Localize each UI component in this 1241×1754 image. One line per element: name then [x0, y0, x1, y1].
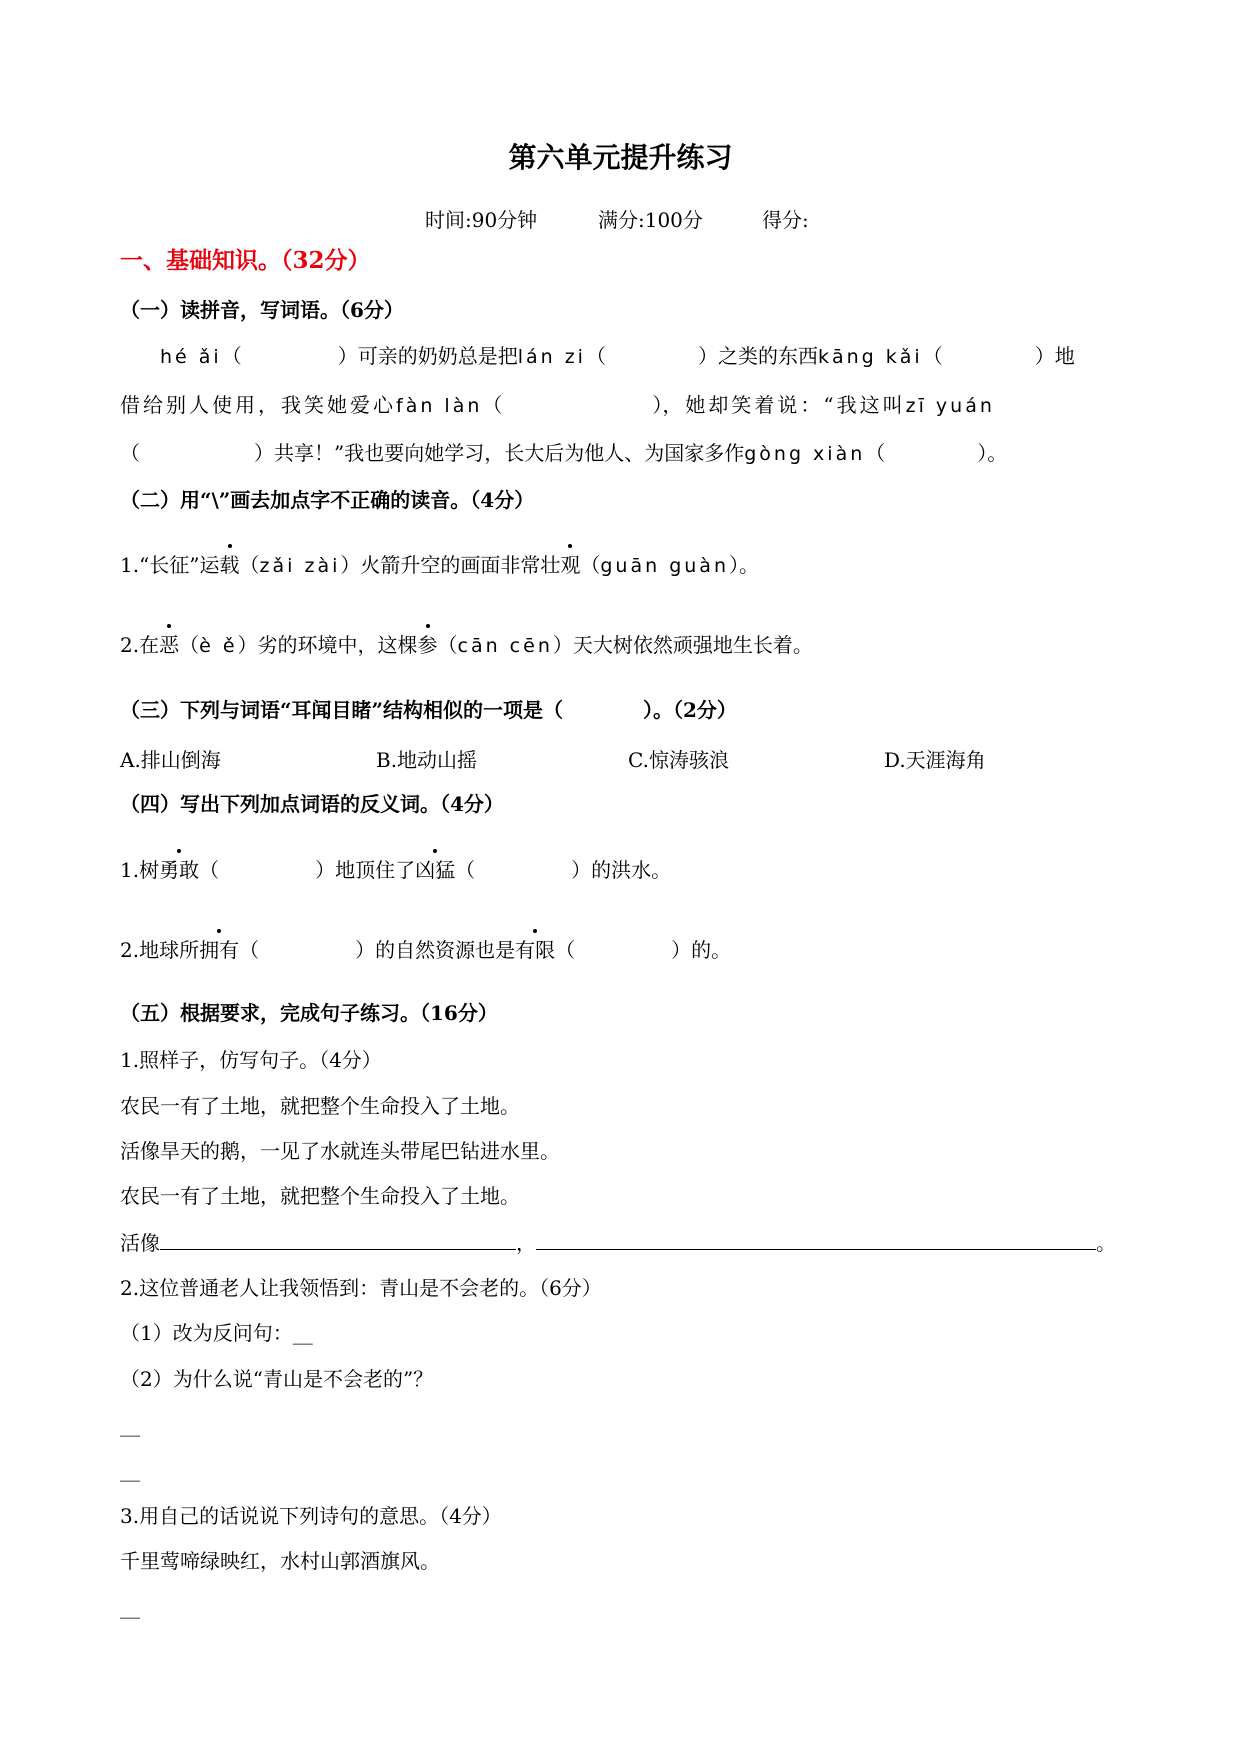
option-c[interactable]: C.惊涛骇浪 — [628, 748, 729, 772]
section-heading-basics: 一、基础知识。（32分） — [120, 247, 371, 274]
answer-line[interactable]: __ — [120, 1458, 140, 1482]
subquestion-1: 1.照样子，仿写句子。（4分） — [120, 1048, 382, 1072]
question-1-line-2: 借给别人使用，我笑她爱心fàn làn（ ），她却笑着说：“我这叫zī yuán — [120, 393, 995, 417]
sentence-text: 。 — [987, 441, 1008, 465]
pinyin-options[interactable]: cān cēn — [457, 635, 553, 657]
sentence-text: 火箭升空的画面非常壮 — [360, 553, 561, 577]
question-3-heading — [120, 697, 737, 723]
question-2-line-2: 2.在恶（è ě）劣的环境中，这棵参（cān cēn）天大树依然顽强地生长着。 — [120, 633, 813, 657]
imitation-line — [120, 1229, 1116, 1256]
pinyin: fàn làn — [396, 395, 483, 417]
example-sentence-3: 农民一有了土地，就把整个生命投入了土地。 — [120, 1184, 520, 1208]
question-1-line-3: （ ）共享！”我也要向她学习，长大后为他人、为国家多作gòng xiàn（ ）。 — [120, 441, 1008, 465]
answer-underline[interactable] — [536, 1229, 1096, 1250]
sentence-text: ， — [516, 1231, 536, 1255]
pinyin: zī yuán — [905, 395, 995, 417]
pinyin: lán zi — [517, 346, 586, 368]
question-4-line-1: 1.树勇敢（ ）地顶住了凶猛（ ）的洪水。 — [120, 858, 672, 882]
subquestion-2: 2.这位普通老人让我领悟到：青山是不会老的。（6分） — [120, 1276, 602, 1300]
dotted-char: 恶 — [159, 633, 180, 657]
page-title: 第六单元提升练习 — [508, 141, 733, 174]
subquestion-2-part-1[interactable]: （1）改为反问句：__ — [120, 1321, 313, 1345]
sentence-text: 活像 — [120, 1231, 160, 1255]
option-b[interactable]: B.地动山摇 — [376, 748, 478, 772]
pinyin: hé ǎi — [160, 346, 222, 368]
poem-line: 千里莺啼绿映红，水村山郭酒旗风。 — [120, 1549, 440, 1573]
subquestion-2-part-2: （2）为什么说“青山是不会老的”？ — [120, 1367, 434, 1391]
dotted-word: 有限 — [515, 938, 556, 962]
sentence-text: 劣的环境中，这棵 — [257, 633, 418, 657]
sentence-text: 地 — [1054, 344, 1075, 368]
sentence-text: 共享！”我也要向她学习，长大后为他人、为国家多作 — [274, 441, 745, 465]
pinyin: gòng xiàn — [744, 443, 866, 465]
question-4-line-2: 2.地球所拥有（ ）的自然资源也是有限（ ）的。 — [120, 938, 732, 962]
dotted-char: 载 — [219, 553, 240, 577]
sentence-text: 借给别人使用，我笑她爱心 — [120, 393, 396, 417]
question-2-line-1: 1.“长征”运载（zǎi zài）火箭升空的画面非常壮观（guān guàn）。 — [120, 553, 759, 577]
dotted-word: 拥有 — [199, 938, 240, 962]
sentence-text: 可亲的奶奶总是把 — [357, 344, 518, 368]
example-sentence-1: 农民一有了土地，就把整个生命投入了土地。 — [120, 1094, 520, 1118]
answer-line[interactable]: __ — [120, 1413, 140, 1437]
question-3-text: （三）下列与词语“耳闻目睹”结构相似的一项是（ — [120, 698, 564, 722]
time-label: 时间:90分钟 — [425, 208, 538, 232]
sentence-text: 1.树 — [120, 858, 160, 882]
sentence-text: 地顶住了 — [335, 858, 416, 882]
option-a[interactable]: A.排山倒海 — [120, 748, 221, 772]
pinyin-options[interactable]: è ě — [199, 635, 238, 657]
dotted-word: 凶猛 — [415, 858, 456, 882]
question-4-heading: （四）写出下列加点词语的反义词。（4分） — [120, 792, 504, 816]
score-label: 得分: — [762, 208, 809, 232]
dotted-char: 观 — [560, 553, 581, 577]
answer-line[interactable]: __ — [120, 1595, 140, 1619]
sentence-text: 。 — [1096, 1231, 1116, 1255]
question-3-points: ）。（2分） — [643, 698, 737, 722]
sentence-text: 2.在 — [120, 633, 160, 657]
question-1-heading: （一）读拼音，写词语。（6分） — [120, 298, 404, 322]
dotted-word: 勇敢 — [159, 858, 200, 882]
sentence-text: 的洪水。 — [591, 858, 672, 882]
full-score-label: 满分:100分 — [598, 208, 703, 232]
question-1-line-1: hé ǎi（ ）可亲的奶奶总是把lán zi（ ）之类的东西kāng kǎi（ ）地 — [160, 344, 1075, 368]
sentence-text: 。 — [739, 553, 759, 577]
subquestion-3: 3.用自己的话说说下列诗句的意思。（4分） — [120, 1504, 502, 1528]
answer-underline[interactable] — [160, 1229, 516, 1250]
sentence-text: 的。 — [691, 938, 732, 962]
sentence-text: 天大树依然顽强地生长着。 — [572, 633, 813, 657]
example-sentence-2: 活像旱天的鹅，一见了水就连头带尾巴钻进水里。 — [120, 1139, 560, 1163]
pinyin: kāng kǎi — [817, 346, 923, 368]
sentence-text: 1.“长征”运 — [120, 553, 220, 577]
sentence-text: 2.地球所 — [120, 938, 200, 962]
pinyin-options[interactable]: zǎi zài — [259, 555, 341, 577]
sentence-text: 的自然资源也是 — [375, 938, 516, 962]
sentence-text: ，她却笑着说：“我这叫 — [662, 393, 906, 417]
dotted-char: 参 — [417, 633, 438, 657]
question-2-heading: （二）用“\”画去加点字不正确的读音。（4分） — [120, 488, 535, 512]
option-d[interactable]: D.天涯海角 — [884, 748, 986, 772]
sentence-text: 之类的东西 — [717, 344, 818, 368]
pinyin-options[interactable]: guān guàn — [600, 555, 729, 577]
question-5-heading: （五）根据要求，完成句子练习。（16分） — [120, 1001, 498, 1025]
